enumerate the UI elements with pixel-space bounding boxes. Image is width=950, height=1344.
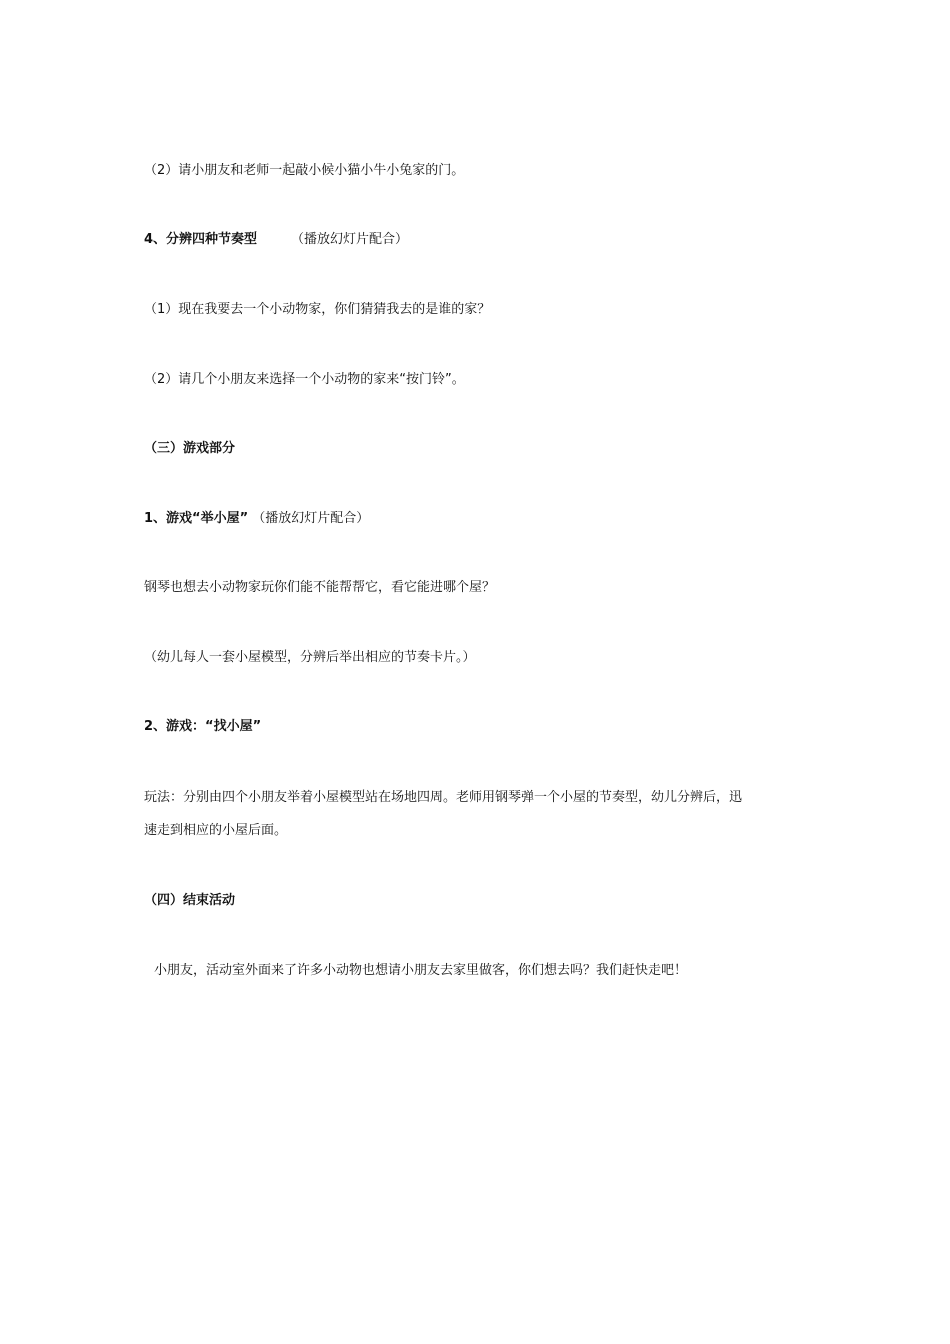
heading-distinguish-rhythms: [144, 230, 408, 250]
heading-note: （播放幻灯片配合）: [291, 232, 409, 247]
section-heading-game: （三）游戏部分: [144, 441, 236, 456]
paragraph-rules-line-1: 玩法：分别由四个小朋友举着小屋模型站在场地四周。老师用钢琴弹一个小屋的节奏型，幼儿分辨后，迅: [144, 790, 743, 805]
heading-game-raise-house: [144, 509, 369, 529]
section-heading-ending: （四）结束活动: [144, 893, 236, 908]
paragraph-ending: 小朋友，活动室外面来了许多小动物也想请小朋友去家里做客，你们想去吗？我们赶快走吧！: [154, 963, 688, 978]
paragraph-ring-doorbell: （2）请几个小朋友来选择一个小动物的家来“按门铃”。: [144, 372, 465, 387]
heading-text: 1、游戏“举小屋”: [144, 511, 249, 526]
paragraph-rules-line-2: 速走到相应的小屋后面。: [144, 823, 288, 838]
heading-text: 4、分辨四种节奏型: [144, 232, 258, 247]
heading-game-find-house: 2、游戏：“找小屋”: [144, 719, 262, 734]
paragraph-house-model: （幼儿每人一套小屋模型，分辨后举出相应的节奏卡片。）: [144, 650, 476, 665]
paragraph-knock-door: （2）请小朋友和老师一起敲小候小猫小牛小兔家的门。: [144, 163, 465, 178]
paragraph-piano: 钢琴也想去小动物家玩你们能不能帮帮它，看它能进哪个屋？: [144, 580, 496, 595]
heading-note: （播放幻灯片配合）: [252, 511, 370, 526]
paragraph-guess-home: （1）现在我要去一个小动物家，你们猜猜我去的是谁的家？: [144, 302, 491, 317]
